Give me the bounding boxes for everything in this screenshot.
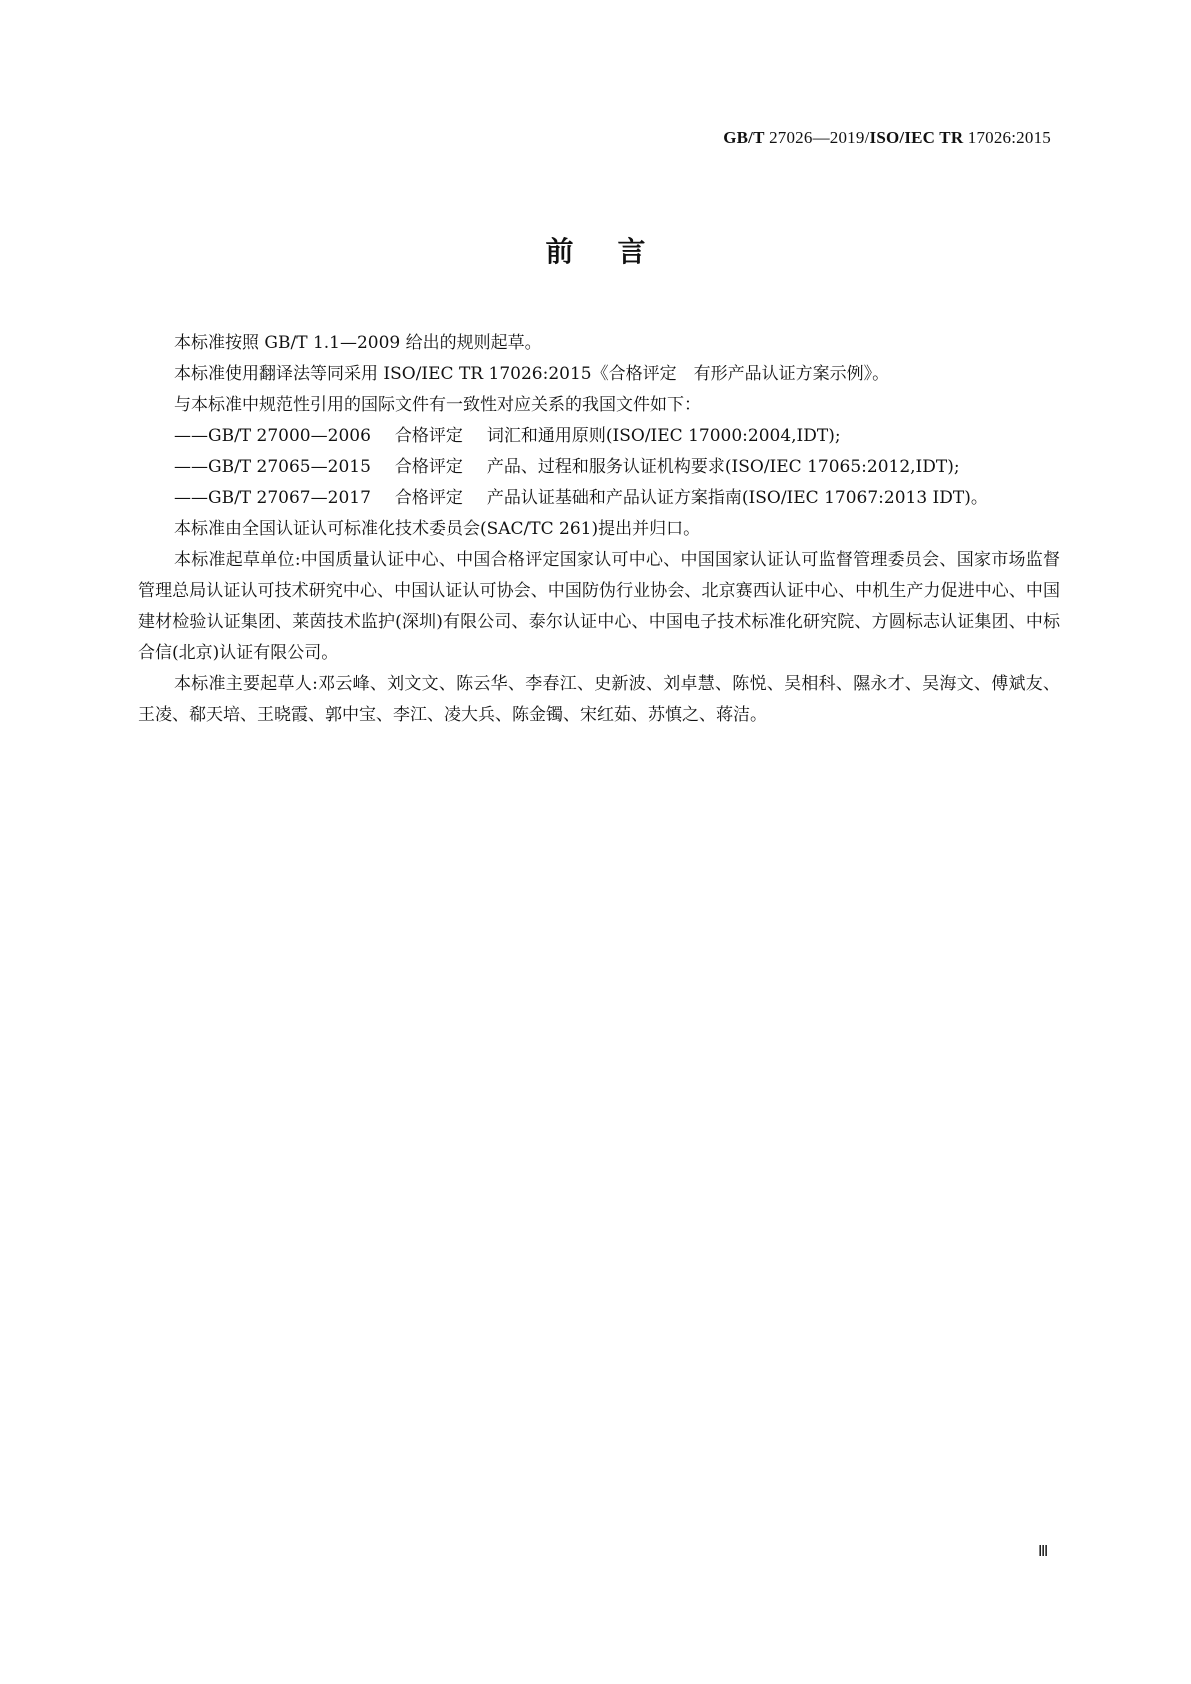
code-number: 27026—2019/ (764, 128, 870, 147)
reference-code: GB/T 27000—2006 (208, 426, 371, 446)
reference-desc: 词汇和通用原则(ISO/IEC 17000:2004,IDT); (486, 426, 841, 446)
reference-name: 合格评定 (394, 488, 463, 508)
reference-name: 合格评定 (394, 426, 463, 446)
code-iso: ISO/IEC TR (869, 128, 964, 147)
code-gb: GB/T (723, 128, 765, 147)
dash: —— (174, 457, 208, 477)
reference-desc: 产品、过程和服务认证机构要求(ISO/IEC 17065:2012,IDT); (486, 457, 960, 477)
reference-desc: 产品认证基础和产品认证方案指南(ISO/IEC 17067:2013 IDT)。 (486, 488, 988, 508)
reference-item (138, 452, 1060, 483)
paragraph-drafting-units: 本标准起草单位:中国质量认证中心、中国合格评定国家认可中心、中国国家认证认可监督管理委员会、国家市场监督管理总局认证认可技术研究中心、中国认证认可协会、中国防伪行业协会、北京赛西认证中心、中机生产力促进中心、中国建材检验认证集团、莱茵技术监护(深圳)有限公司、泰尔认证中心、中国电子技术标准化研究院、方圆标志认证集团、中标合信(北京)认证有限公司。 (138, 550, 1060, 663)
page-title: 前言 (545, 235, 690, 268)
paragraph-adoption: 本标准使用翻译法等同采用 ISO/IEC TR 17026:2015《合格评定 有形产品认证方案示例》。 (174, 364, 890, 384)
foreword-body (138, 328, 1060, 731)
code-tail: 17026:2015 (963, 128, 1051, 147)
document-code (723, 128, 1051, 148)
page-number: Ⅲ (1038, 1544, 1049, 1560)
reference-code: GB/T 27067—2017 (208, 488, 371, 508)
dash: —— (174, 488, 208, 508)
reference-item (138, 483, 1060, 514)
reference-item (138, 421, 1060, 452)
reference-name: 合格评定 (394, 457, 463, 477)
paragraph-drafters: 本标准主要起草人:邓云峰、刘文文、陈云华、李春江、史新波、刘卓慧、陈悦、吴相科、隰永才、吴海文、傅斌友、王凌、郗天培、王晓霞、郭中宝、李江、凌大兵、陈金镯、宋红茹、苏慎之、蒋洁。 (138, 674, 1060, 725)
reference-code: GB/T 27065—2015 (208, 457, 371, 477)
paragraph-correspondence: 与本标准中规范性引用的国际文件有一致性对应关系的我国文件如下： (174, 395, 701, 415)
dash: —— (174, 426, 208, 446)
paragraph-proposer: 本标准由全国认证认可标准化技术委员会(SAC/TC 261)提出并归口。 (174, 519, 701, 539)
paragraph-drafting-rules: 本标准按照 GB/T 1.1—2009 给出的规则起草。 (174, 333, 542, 353)
